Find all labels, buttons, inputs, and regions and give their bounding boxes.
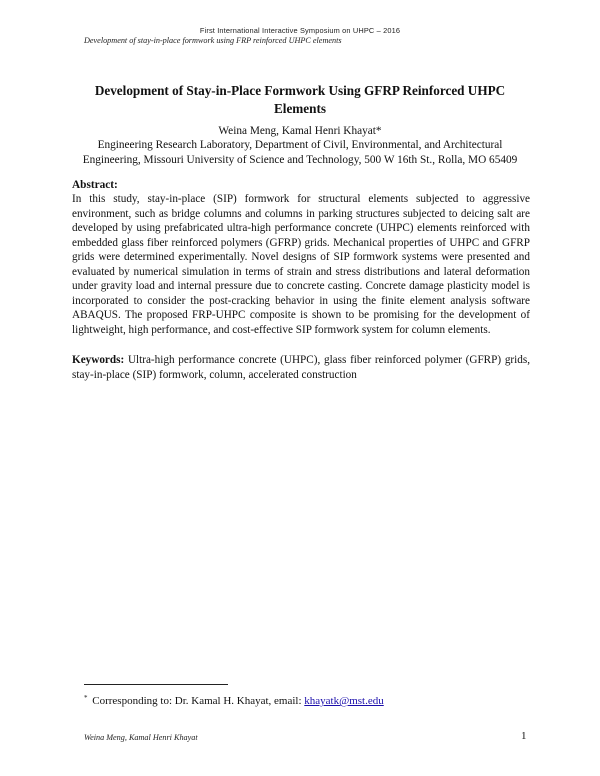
footnote-divider	[84, 684, 228, 685]
footnote-text: Corresponding to: Dr. Kamal H. Khayat, email:	[89, 695, 305, 707]
keywords-text: Ultra-high performance concrete (UHPC), glass fiber reinforced polymer (GFRP) grids, stay-in-place (SIP) formwork, column, accelerated construction	[72, 354, 530, 381]
footnote-marker: *	[84, 694, 88, 702]
affiliation-line-1: Engineering Research Laboratory, Department of Civil, Environmental, and Architectural	[97, 139, 503, 151]
paper-title-line-2: Elements	[273, 101, 326, 116]
running-title: Development of stay-in-place formwork using FRP reinforced UHPC elements	[84, 36, 342, 45]
paper-title-line-1: Development of Stay-in-Place Formwork Using GFRP Reinforced UHPC	[94, 83, 506, 98]
email-link[interactable]: khayatk@mst.edu	[304, 695, 384, 707]
footer-authors: Weina Meng, Kamal Henri Khayat	[84, 733, 198, 742]
abstract-text: In this study, stay-in-place (SIP) formwork for structural elements subjected to aggressive environment, such as bridge columns and columns in parking structures subjected to deicing salt are developed by using prefabricated ultra-high performance concrete (UHPC) elements reinforced with embedded glass fiber reinforced polymers (GFRP) grids. Mechanical properties of UHPC and GFRP grids were determined experimentally. Novel designs of SIP formwork systems were presented and evaluated by numerical simulation in terms of strain and stress distributions and lateral deformation under gravity load and internal pressure due to concrete casting. Concrete damage plasticity model is incorporated to consider the post-cracking behavior in using the finite element analysis software ABAQUS. The proposed FRP-UHPC composite is shown to be promising for the development of lightweight, high performance, and cost-effective SIP formwork system for column elements.	[72, 193, 530, 336]
abstract-heading: Abstract:	[72, 179, 118, 191]
keywords-label: Keywords:	[72, 354, 125, 366]
affiliation	[66, 138, 534, 167]
author-list: Weina Meng, Kamal Henri Khayat*	[218, 125, 382, 137]
affiliation-line-2: Engineering, Missouri University of Science and Technology, 500 W 16th St., Rolla, MO 65409	[82, 153, 518, 166]
corresponding-author-footnote	[84, 691, 384, 708]
symposium-header: First International Interactive Symposium on UHPC – 2016	[199, 26, 401, 35]
paper-title	[72, 82, 528, 118]
keywords-paragraph	[72, 353, 530, 382]
page-number: 1	[521, 730, 527, 742]
